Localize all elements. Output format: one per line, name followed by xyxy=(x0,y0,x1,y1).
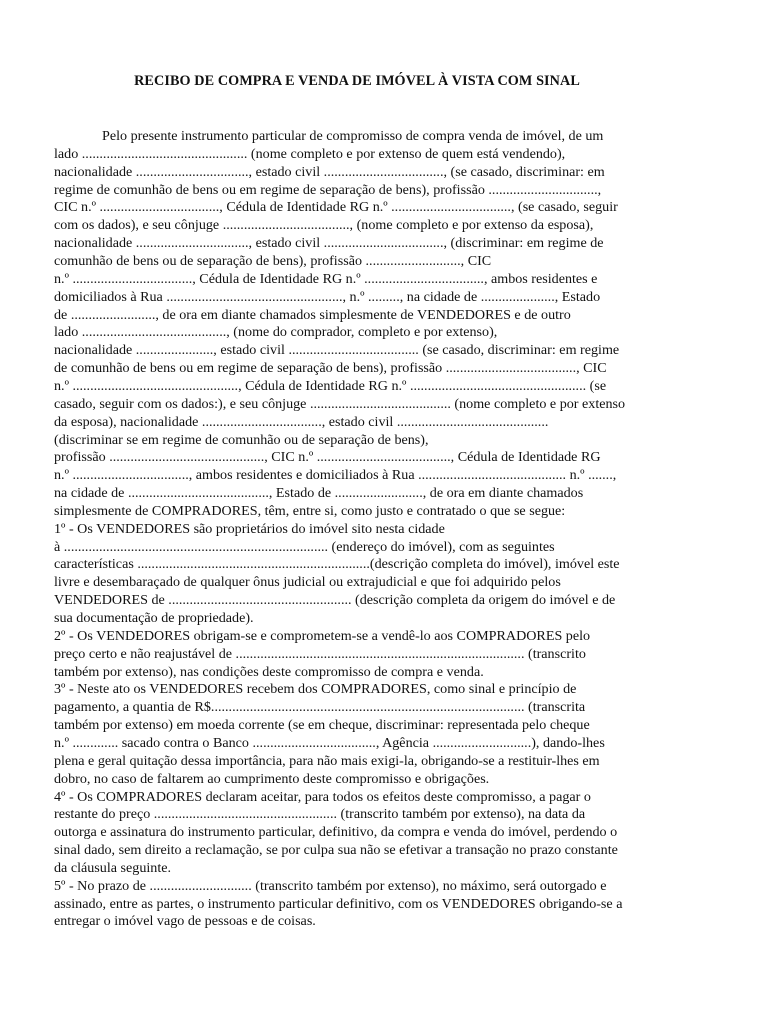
document-line: lado ........................................., (nome do comprador, completo e por extenso), xyxy=(54,324,498,341)
document-line: entregar o imóvel vago de pessoas e de coisas. xyxy=(54,913,316,930)
document-line: outorga e assinatura do instrumento particular, definitivo, da compra e venda do imóvel, perdendo o xyxy=(54,824,618,841)
document-line: domiciliados à Rua .................................................., n.º ........., na cidade de ....................., Estado xyxy=(54,288,601,305)
document-line: n.º .................................., Cédula de Identidade RG n.º .................................., ambos residentes e xyxy=(54,270,598,287)
document-line: lado ............................................... (nome completo e por extenso de quem está vendendo), xyxy=(54,145,566,162)
document-line: sua documentação de propriedade). xyxy=(54,610,254,626)
document-line: dobro, no caso de faltarem ao cumprimento deste compromisso e obrigações. xyxy=(54,770,490,787)
document-line: n.º ............. sacado contra o Banco ..................................., Agência ............................), dando-lhes xyxy=(54,734,605,751)
document-line: da cláusula seguinte. xyxy=(54,859,172,876)
document-line: VENDEDORES de .................................................... (descrição completa da origem do imóvel e de xyxy=(54,592,616,609)
document-line: nacionalidade ................................, estado civil .................................., (se casado, discriminar: em xyxy=(54,163,605,180)
document-line: comunhão de bens ou de separação de bens), profissão ..........................., CIC xyxy=(54,253,492,269)
document-line: 5º - No prazo de ............................. (transcrito também por extenso), no máximo, será outorgado e xyxy=(54,877,607,894)
document-line: à ........................................................................... (endereço do imóvel), com as seguintes xyxy=(54,538,555,555)
document-line: com os dados), e seu cônjuge ...................................., (nome completo e por extenso da esposa), xyxy=(54,217,594,234)
document-line: n.º ................................., ambos residentes e domiciliados à Rua .......................................... n.º ......., xyxy=(54,467,617,484)
document-line: nacionalidade ................................, estado civil .................................., (discriminar: em regime de xyxy=(54,235,604,252)
document-line: restante do preço .................................................... (transcrito também por extenso), na data da xyxy=(54,806,586,823)
document-line: 3º - Neste ato os VENDEDORES recebem dos COMPRADORES, como sinal e princípio de xyxy=(54,681,577,698)
document-line: plena e geral quitação dessa importância, para não mais exigi-la, obrigando-se a restituir-lhes em xyxy=(54,752,600,769)
document-line: livre e desembaraçado de qualquer ônus judicial ou extrajudicial e que foi adquirido pelos xyxy=(54,574,561,591)
document-line: casado, seguir com os dados:), e seu cônjuge ........................................ (nome completo e por extenso xyxy=(54,395,626,412)
document-line: da esposa), nacionalidade .................................., estado civil ........................................... xyxy=(54,413,549,430)
document-line: também por extenso) em moeda corrente (se em cheque, discriminar: representada pelo cheque xyxy=(54,717,590,734)
document-line: assinado, entre as partes, o instrumento particular definitivo, com os VENDEDORES obrigando-se a xyxy=(54,895,623,912)
document-line: também por extenso), nas condições deste compromisso de compra e venda. xyxy=(54,663,484,680)
document-line: regime de comunhão de bens ou em regime de separação de bens), profissão ..............................., xyxy=(54,181,602,198)
document-title: RECIBO DE COMPRA E VENDA DE IMÓVEL À VISTA COM SINAL xyxy=(134,73,580,89)
document-line: de ........................, de ora em diante chamados simplesmente de VENDEDORES e de outro xyxy=(54,306,571,323)
document-line: profissão ............................................, CIC n.º ......................................, Cédula de Identidade RG xyxy=(54,449,601,466)
document-line: preço certo e não reajustável de .................................................................................. (transcrito xyxy=(54,645,586,662)
document-line: n.º ..............................................., Cédula de Identidade RG n.º .................................................. (se xyxy=(54,377,607,394)
document-line: nacionalidade ......................, estado civil ..................................... (se casado, discriminar: em regime xyxy=(54,342,620,359)
document-line: pagamento, a quantia de R$......................................................................................... (transcrita xyxy=(54,699,586,716)
document-line: sinal dado, sem direito a reclamação, se por culpa sua não se efetivar a transação no prazo constante xyxy=(54,842,618,858)
document-line: 4º - Os COMPRADORES declaram aceitar, para todos os efeitos deste compromisso, a pagar o xyxy=(54,788,591,805)
document-line: 2º - Os VENDEDORES obrigam-se e comprometem-se a vendê-lo aos COMPRADORES pelo xyxy=(54,627,591,644)
document-line: 1º - Os VENDEDORES são proprietários do imóvel sito nesta cidade xyxy=(54,520,445,537)
document-line: de comunhão de bens ou em regime de separação de bens), profissão ....................................., CIC xyxy=(54,360,607,377)
document-line: na cidade de ........................................, Estado de ........................., de ora em diante chamados xyxy=(54,485,584,501)
document-line: (discriminar se em regime de comunhão ou de separação de bens), xyxy=(54,431,429,448)
document-line: Pelo presente instrumento particular de compromisso de compra venda de imóvel, de um xyxy=(102,128,604,144)
document-line: características ..................................................................(descrição completa do imóvel), imóvel este xyxy=(54,556,620,573)
document-line: CIC n.º .................................., Cédula de Identidade RG n.º .................................., (se casado, seguir xyxy=(54,199,618,216)
document-line: simplesmente de COMPRADORES, têm, entre si, como justo e contratado o que se segue: xyxy=(54,502,566,519)
